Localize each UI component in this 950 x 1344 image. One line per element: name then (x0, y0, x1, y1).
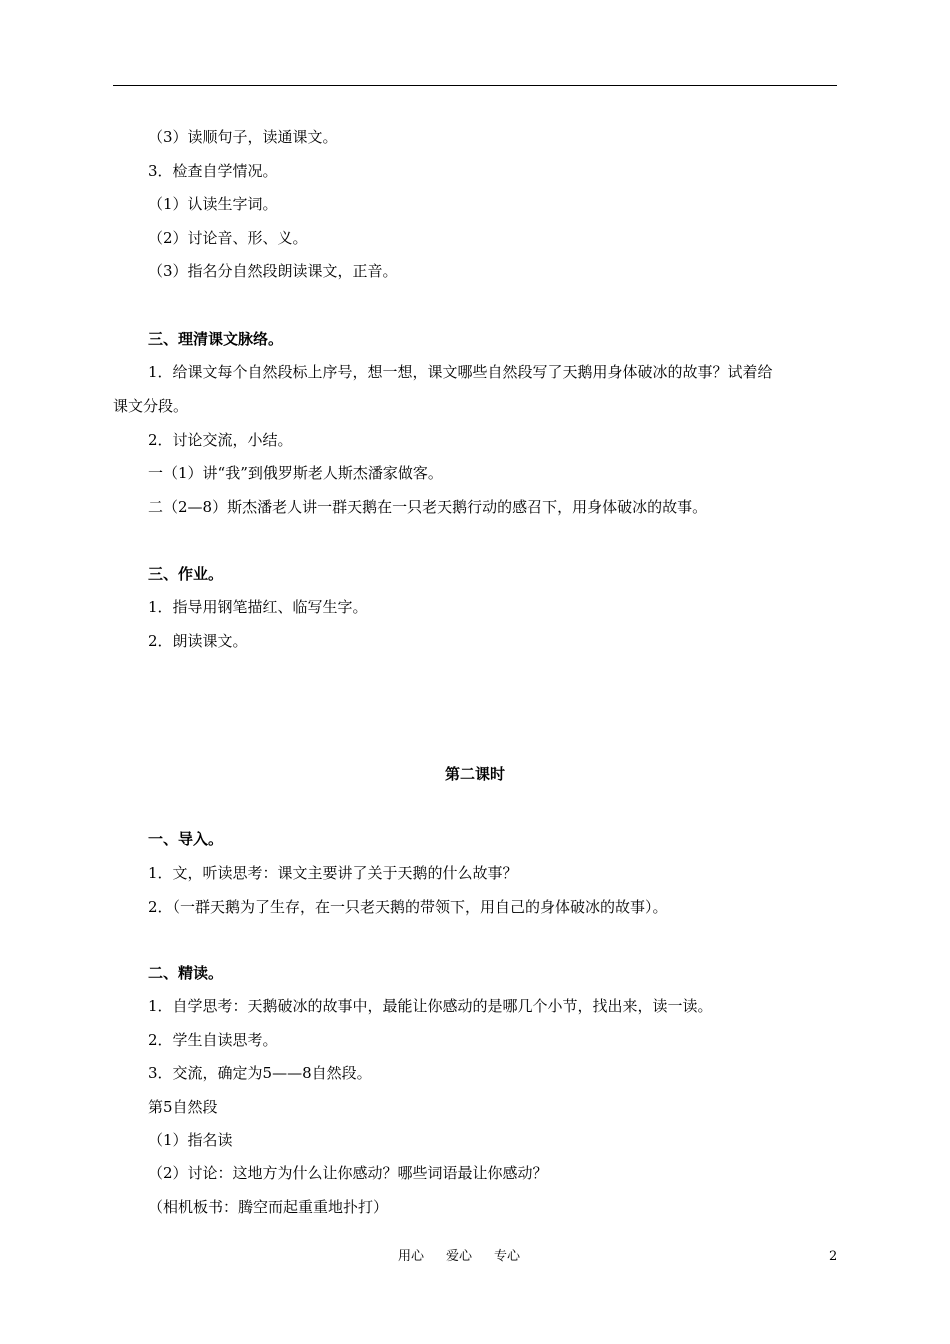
section-heading: 一、导入。 (148, 830, 224, 848)
text-line: （3）指名分自然段朗读课文，正音。 (148, 262, 398, 280)
lesson-title: 第二课时 (444, 765, 505, 783)
section-heading: 三、理清课文脉络。 (148, 330, 284, 348)
text-line: 1．给课文每个自然段标上序号，想一想，课文哪些自然段写了天鹅用身体破冰的故事？试着给 (148, 363, 773, 381)
text-line: 一（1）讲“我”到俄罗斯老人斯杰潘家做客。 (148, 464, 443, 482)
text-line: （1）指名读 (148, 1131, 233, 1149)
section-heading: 二、精读。 (148, 964, 224, 982)
text-line: （3）读顺句子，读通课文。 (148, 128, 338, 146)
text-line: （2）讨论：这地方为什么让你感动？哪些词语最让你感动？ (148, 1164, 548, 1182)
text-line: 1．自学思考：天鹅破冰的故事中，最能让你感动的是哪几个小节，找出来，读一读。 (148, 997, 713, 1015)
header-rule (113, 85, 837, 86)
footer-word: 爱心 (446, 1249, 473, 1264)
page-number: 2 (829, 1249, 838, 1264)
text-line: 第5自然段 (148, 1098, 218, 1116)
text-line: （2）讨论音、形、义。 (148, 229, 308, 247)
text-line: 3．交流，确定为5——8自然段。 (148, 1064, 372, 1082)
text-line: 2．朗读课文。 (148, 632, 248, 650)
text-line: 1．指导用钢笔描红、临写生字。 (148, 598, 368, 616)
text-line: （相机板书：腾空而起重重地扑打） (148, 1198, 389, 1216)
text-line: （1）认读生字词。 (148, 195, 278, 213)
text-line: 课文分段。 (113, 397, 189, 415)
text-line: 3．检查自学情况。 (148, 162, 278, 180)
text-line: 2．讨论交流，小结。 (148, 431, 293, 449)
text-line: 2．学生自读思考。 (148, 1031, 278, 1049)
text-line: 二（2—8）斯杰潘老人讲一群天鹅在一只老天鹅行动的感召下，用身体破冰的故事。 (148, 498, 708, 516)
text-line: 1．文，听读思考：课文主要讲了关于天鹅的什么故事？ (148, 864, 518, 882)
footer-word: 用心 (398, 1249, 425, 1264)
section-heading: 三、作业。 (148, 565, 224, 583)
text-line: 2．（一群天鹅为了生存，在一只老天鹅的带领下，用自己的身体破冰的故事）。 (148, 898, 668, 916)
footer-word: 专心 (494, 1249, 521, 1264)
